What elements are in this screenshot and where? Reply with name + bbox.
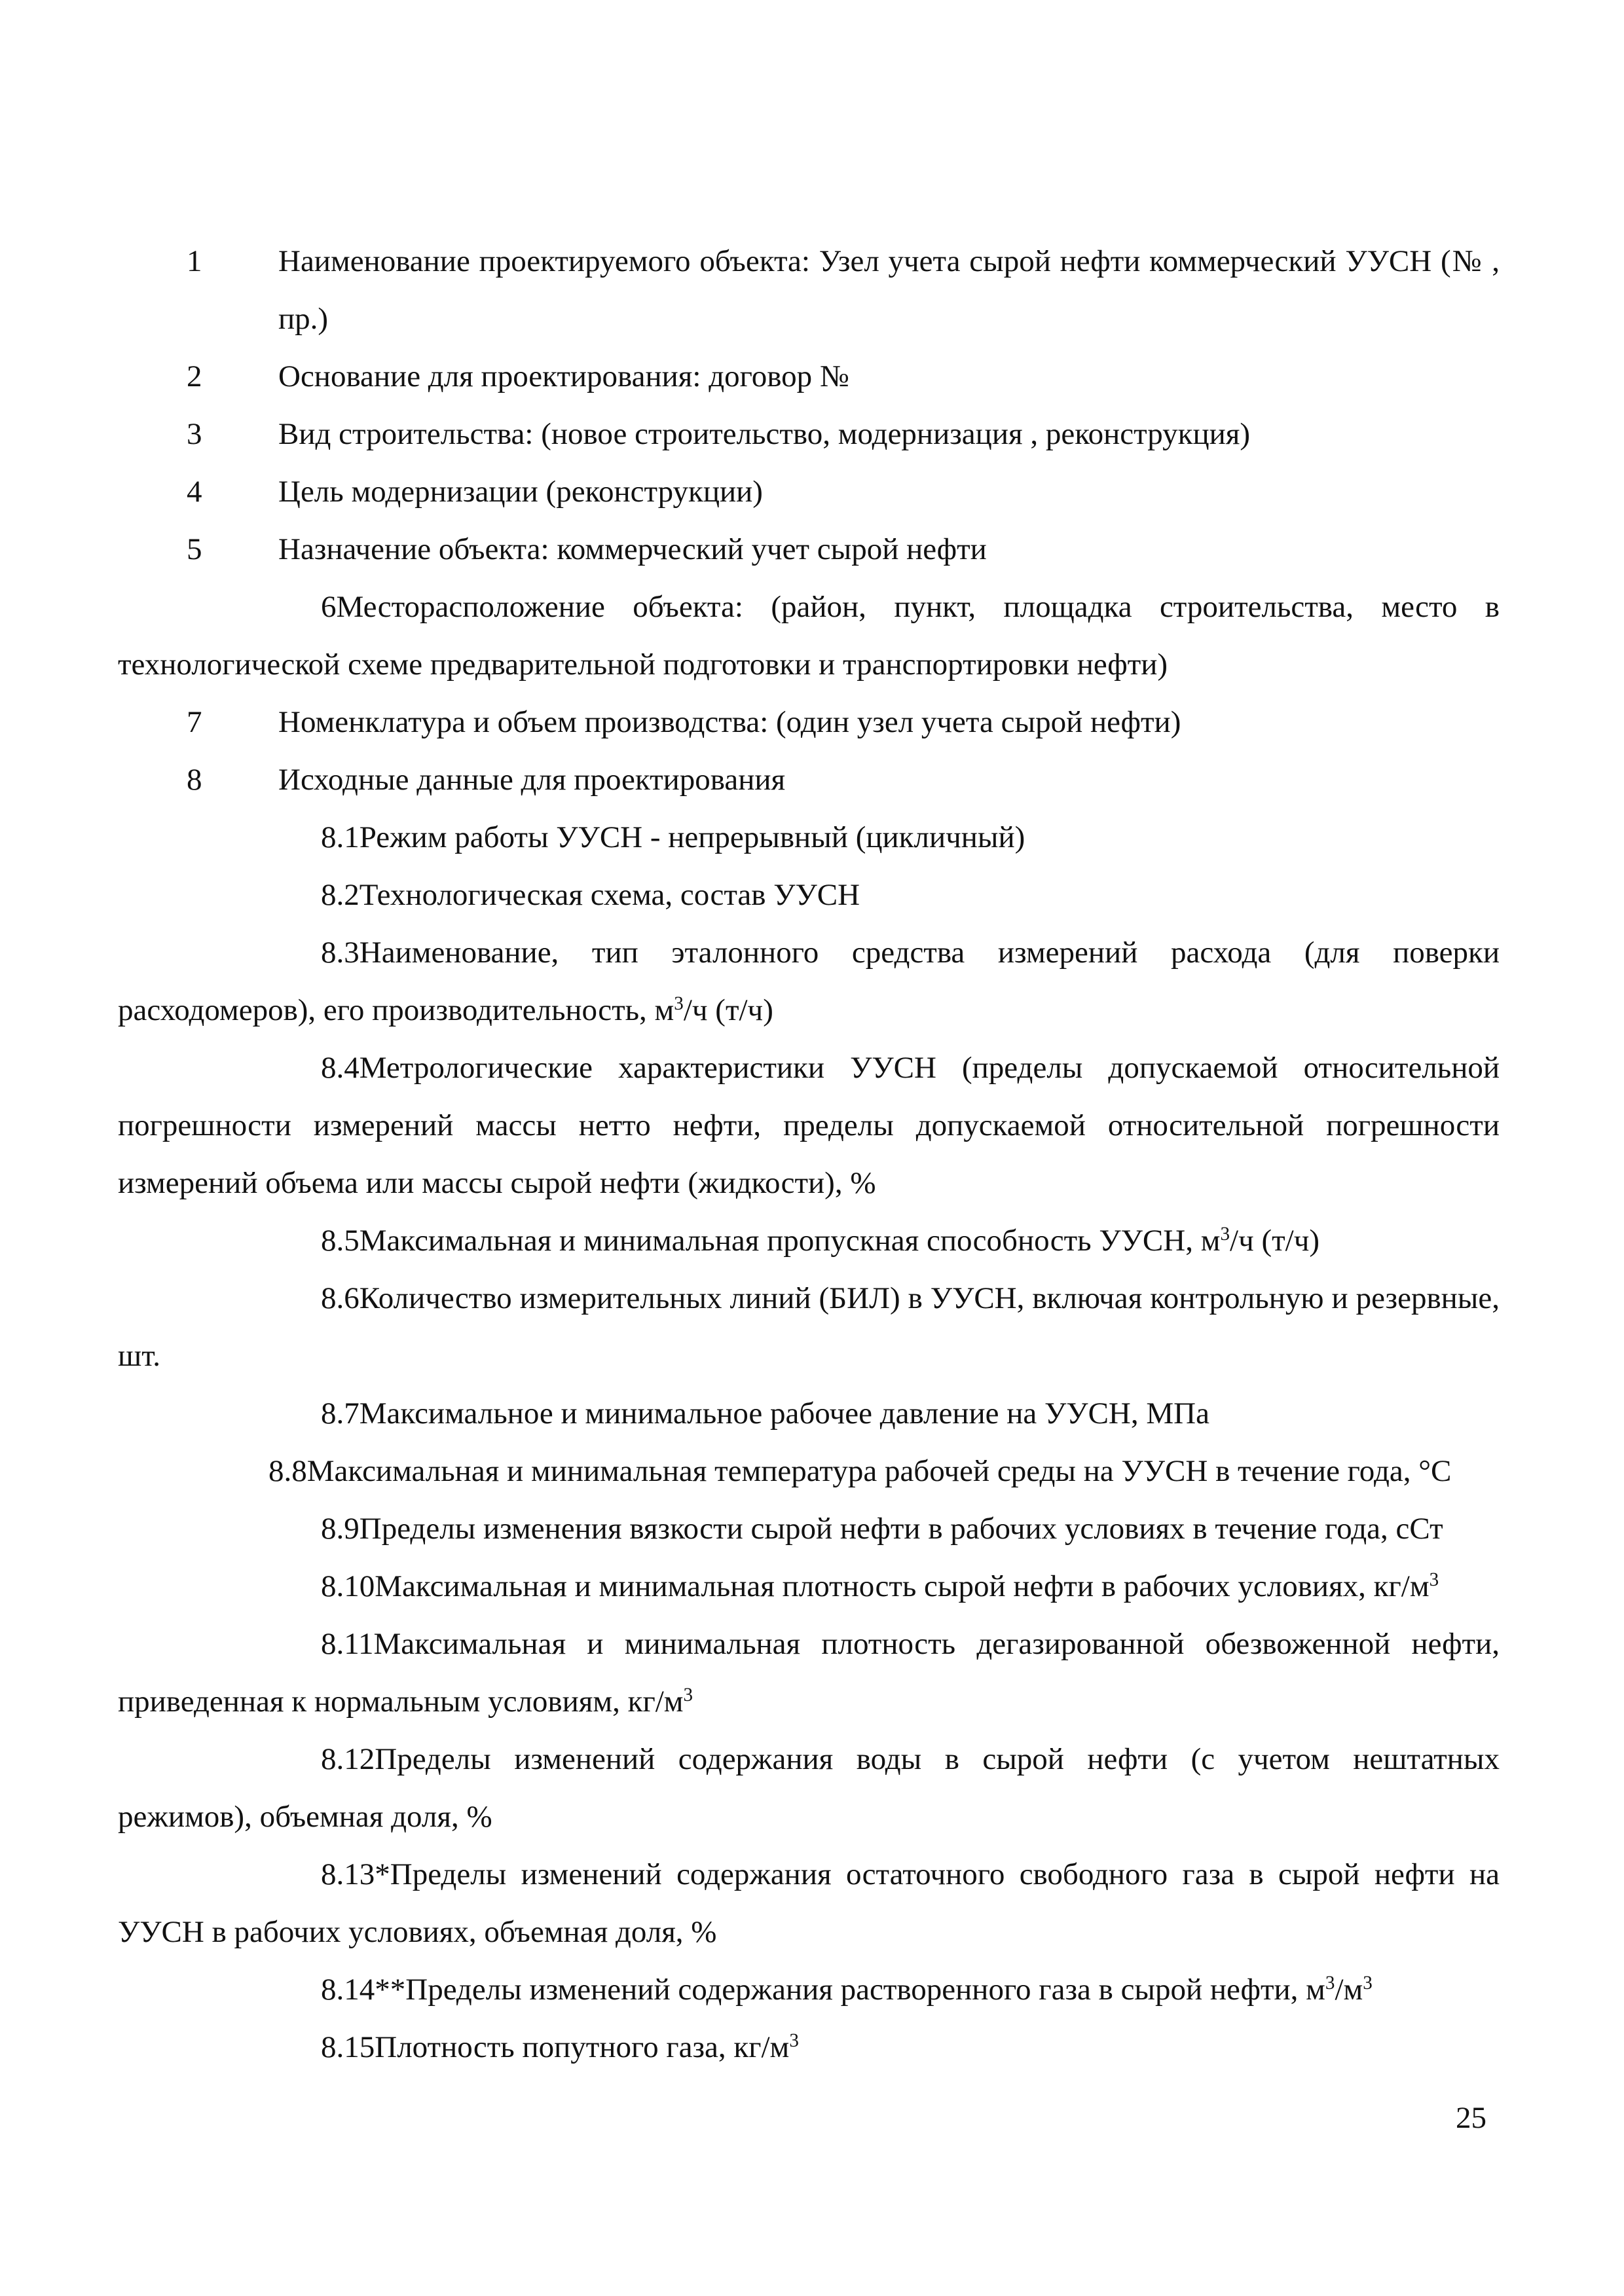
list-item-8-2: [118, 866, 1500, 924]
list-item-2: [118, 348, 1500, 405]
item-text: Максимальная и минимальная пропускная способность УУСН, м: [359, 1224, 1221, 1258]
item-text: **Пределы изменений содержания растворенного газа в сырой нефти, м: [375, 1973, 1325, 2007]
item-text: Цель модернизации (реконструкции): [278, 475, 763, 509]
item-number: 8.13: [321, 1857, 375, 1891]
list-item-8-11: [118, 1615, 1500, 1730]
list-item-7: [118, 693, 1500, 751]
item-text: Максимальная и минимальная плотность дегазированной обезвоженной нефти, приведенная к нормальным условиям, кг/м: [118, 1627, 1500, 1719]
list-item-8-9: [118, 1500, 1500, 1558]
item-text-tail: /ч (т/ч): [1230, 1224, 1320, 1258]
list-item-8-4: [118, 1039, 1500, 1212]
item-number: 8.6: [321, 1281, 360, 1315]
item-number: 8.15: [321, 2030, 375, 2064]
item-number: 3: [187, 417, 202, 451]
item-text: Основание для проектирования: договор №: [278, 359, 849, 393]
item-text: Максимальное и минимальное рабочее давление на УУСН, МПа: [359, 1396, 1209, 1430]
list-item-8-13: [118, 1846, 1500, 1961]
item-number: 8.11: [321, 1627, 374, 1661]
item-text-tail: /м: [1335, 1973, 1363, 2007]
item-number: 8.9: [321, 1512, 360, 1546]
superscript: 3: [683, 1684, 693, 1705]
item-number: 8.1: [321, 820, 360, 854]
superscript: 3: [1429, 1569, 1439, 1590]
item-text: Режим работы УУСН - непрерывный (цикличный): [359, 820, 1025, 854]
item-number: 8.14: [321, 1973, 375, 2007]
item-number: 8.7: [321, 1396, 360, 1430]
item-text: Пределы изменения вязкости сырой нефти в рабочих условиях в течение года, сСт: [359, 1512, 1443, 1546]
item-text: Наименование, тип эталонного средства измерений расхода (для поверки расходомеров), его производительность, м: [118, 936, 1500, 1027]
item-text: Исходные данные для проектирования: [278, 763, 786, 797]
item-text: Наименование проектируемого объекта: Узел учета сырой нефти коммерческий УУСН (№ , пр.): [278, 244, 1500, 336]
list-item-8-12: [118, 1730, 1500, 1846]
item-number: 4: [187, 475, 202, 509]
item-number: 8.10: [321, 1569, 375, 1603]
list-item-8-15: [118, 2018, 1500, 2076]
item-text: Назначение объекта: коммерческий учет сырой нефти: [278, 532, 987, 566]
item-number: 5: [187, 532, 202, 566]
item-text: *Пределы изменений содержания остаточного свободного газа в сырой нефти на УУСН в рабочих условиях, объемная доля, %: [118, 1857, 1500, 1949]
item-number: 1: [187, 244, 202, 278]
superscript: 3: [789, 2030, 799, 2051]
item-text: Технологическая схема, состав УУСН: [359, 878, 860, 912]
requirements-list: [118, 232, 1500, 2076]
item-text: Месторасположение объекта: (район, пункт, площадка строительства, место в технологической схеме предварительной подготовки и транспортировки нефти): [118, 590, 1500, 682]
item-number: 6: [321, 590, 337, 624]
list-item-8-10: [118, 1558, 1500, 1615]
item-number: 8.12: [321, 1742, 375, 1776]
superscript: 3: [1363, 1972, 1373, 1994]
list-item-4: [118, 463, 1500, 520]
superscript: 3: [1325, 1972, 1335, 1994]
item-number: 7: [187, 705, 202, 739]
item-number: 8.5: [321, 1224, 360, 1258]
item-number: 8: [187, 763, 202, 797]
list-item-6: [118, 578, 1500, 693]
list-item-8-7: [118, 1385, 1500, 1442]
item-text: Метрологические характеристики УУСН (пределы допускаемой относительной погрешности измерений массы нетто нефти, пределы допускаемой относительной погрешности измерений объема или массы сырой нефти (жидкости), %: [118, 1051, 1500, 1200]
item-number: 8.8: [268, 1454, 307, 1488]
list-item-3: [118, 405, 1500, 463]
list-item-8-8: [79, 1442, 1500, 1500]
list-item-8-6: [118, 1269, 1500, 1385]
item-number: 8.3: [321, 936, 360, 970]
item-text-tail: /ч (т/ч): [683, 993, 773, 1027]
list-item-8-3: [118, 924, 1500, 1039]
list-item-8-5: [118, 1212, 1500, 1269]
item-text: Плотность попутного газа, кг/м: [375, 2030, 790, 2064]
item-text: Пределы изменений содержания воды в сырой нефти (с учетом нештатных режимов), объемная доля, %: [118, 1742, 1500, 1834]
item-number: 8.2: [321, 878, 360, 912]
list-item-8-1: [118, 809, 1500, 866]
list-item-5: [118, 520, 1500, 578]
item-text: Максимальная и минимальная плотность сырой нефти в рабочих условиях, кг/м: [375, 1569, 1430, 1603]
superscript: 3: [674, 993, 684, 1014]
list-item-1: [118, 232, 1500, 348]
item-text: Номенклатура и объем производства: (один узел учета сырой нефти): [278, 705, 1181, 739]
item-number: 8.4: [321, 1051, 360, 1085]
page-number: 25: [1456, 2101, 1486, 2135]
item-text: Вид строительства: (новое строительство, модернизация , реконструкция): [278, 417, 1251, 451]
item-text: Количество измерительных линий (БИЛ) в УУСН, включая контрольную и резервные, шт.: [118, 1281, 1500, 1373]
list-item-8-14: [118, 1961, 1500, 2018]
item-number: 2: [187, 359, 202, 393]
list-item-8: [118, 751, 1500, 809]
item-text: Максимальная и минимальная температура рабочей среды на УУСН в течение года, °С: [306, 1454, 1452, 1488]
superscript: 3: [1220, 1223, 1230, 1245]
